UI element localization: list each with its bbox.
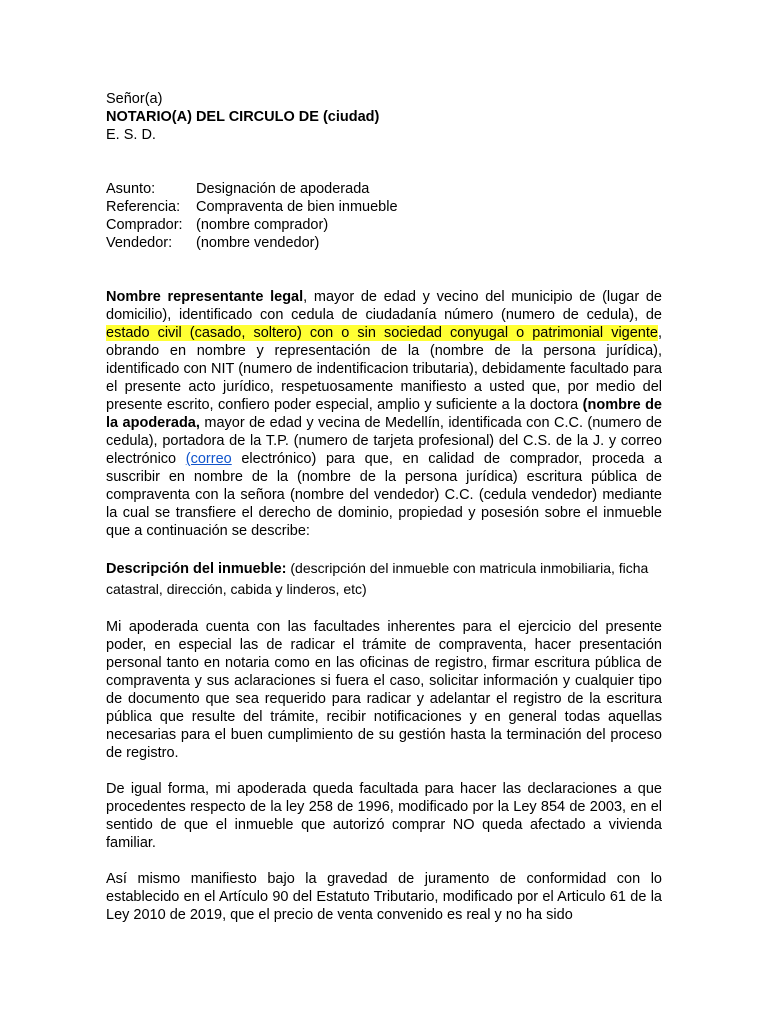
paragraph-declaraciones: De igual forma, mi apoderada queda facultada para hacer las declaraciones a que procedentes respecto de la ley 258 de 1996, modificado por la Ley 854 de 2003, en el sentido de que el inmueble que autorizó comprar NO queda afectado a vivienda familiar.	[106, 781, 662, 851]
paragraph-facultades: Mi apoderada cuenta con las facultades inherentes para el ejercicio del presente poder, en especial las de radicar el trámite de compraventa, hacer presentación personal tanto en notaria como en las oficinas de registro, firmar escritura pública de compraventa y sus aclaraciones si fuera el caso, solicitar información y cualquier tipo de documento que sea requerido para radicar y adelantar el registro de la escritura pública que resulte del trámite, recibir notificaciones y en general todas aquellas necesarias para el buen cumplimiento de su gestión hasta la terminación del proceso de registro.	[106, 619, 662, 761]
meta-value: Compraventa de bien inmueble	[196, 199, 398, 215]
highlighted-text: estado civil (casado, soltero) con o sin sociedad conyugal o patrimonial vigente	[106, 325, 658, 341]
meta-row-vendedor	[106, 234, 662, 252]
attorney-name: (nombre de la apoderada,	[106, 397, 663, 431]
paragraph-text: electrónico) para que, en calidad de comprador, proceda a suscribir en nombre de la (nombre de la persona jurídica) escritura pública de compraventa con la señora (nombre del vendedor) C.C. (cedula vendedor) mediante la cual se transfiere el derecho de dominio, propiedad y posesión sobre el inmueble que a continuación se describe:	[106, 451, 662, 539]
meta-label: Comprador:	[106, 217, 183, 233]
paragraph-text: , obrando en nombre y representación de la (nombre de la persona jurídica), identificado con NIT (numero de indentificacion tributaria), debidamente facultado para el presente acto jurídico, respetuosamente manifiesto a usted que, por medio del presente escrito, confiero poder especial, amplio y suficiente a la doctora	[106, 325, 662, 413]
paragraph-text: , mayor de edad y vecino del municipio de (lugar de domicilio), identificado con cedula de ciudadanía número (numero de cedula), de	[106, 289, 662, 323]
meta-value: (nombre vendedor)	[196, 235, 320, 251]
meta-value: Designación de apoderada	[196, 181, 370, 197]
description-text: (descripción del inmueble con matricula inmobiliaria, ficha catastral, dirección, cabida y linderos, etc)	[106, 560, 649, 597]
paragraph-text: mayor de edad y vecina de Medellín, identificada con C.C. (numero de cedula), portadora de la T.P. (numero de tarjeta profesional) del C.S. de la J. y correo electrónico	[106, 415, 662, 467]
esd-line: E. S. D.	[106, 127, 156, 143]
paragraph-poder	[106, 288, 662, 540]
meta-label: Referencia:	[106, 199, 181, 215]
paragraph-descripcion	[106, 558, 662, 600]
meta-row-referencia	[106, 198, 662, 216]
meta-block	[106, 180, 662, 252]
paragraph-juramento: Así mismo manifiesto bajo la gravedad de juramento de conformidad con lo establecido en el Artículo 90 del Estatuto Tributario, modificado por el Articulo 61 de la Ley 2010 de 2019, que el precio de venta convenido es real y no ha sido	[106, 871, 662, 923]
meta-label: Vendedor:	[106, 235, 173, 251]
representative-name: Nombre representante legal	[106, 289, 304, 305]
document-page	[106, 90, 662, 924]
meta-row-comprador	[106, 216, 662, 234]
salutation: Señor(a)	[106, 91, 163, 107]
meta-label: Asunto:	[106, 181, 156, 197]
description-heading: Descripción del inmueble:	[106, 561, 287, 577]
meta-row-asunto	[106, 180, 662, 198]
email-link[interactable]: (correo	[185, 451, 232, 467]
recipient-title: NOTARIO(A) DEL CIRCULO DE (ciudad)	[106, 109, 380, 125]
meta-value: (nombre comprador)	[196, 217, 329, 233]
